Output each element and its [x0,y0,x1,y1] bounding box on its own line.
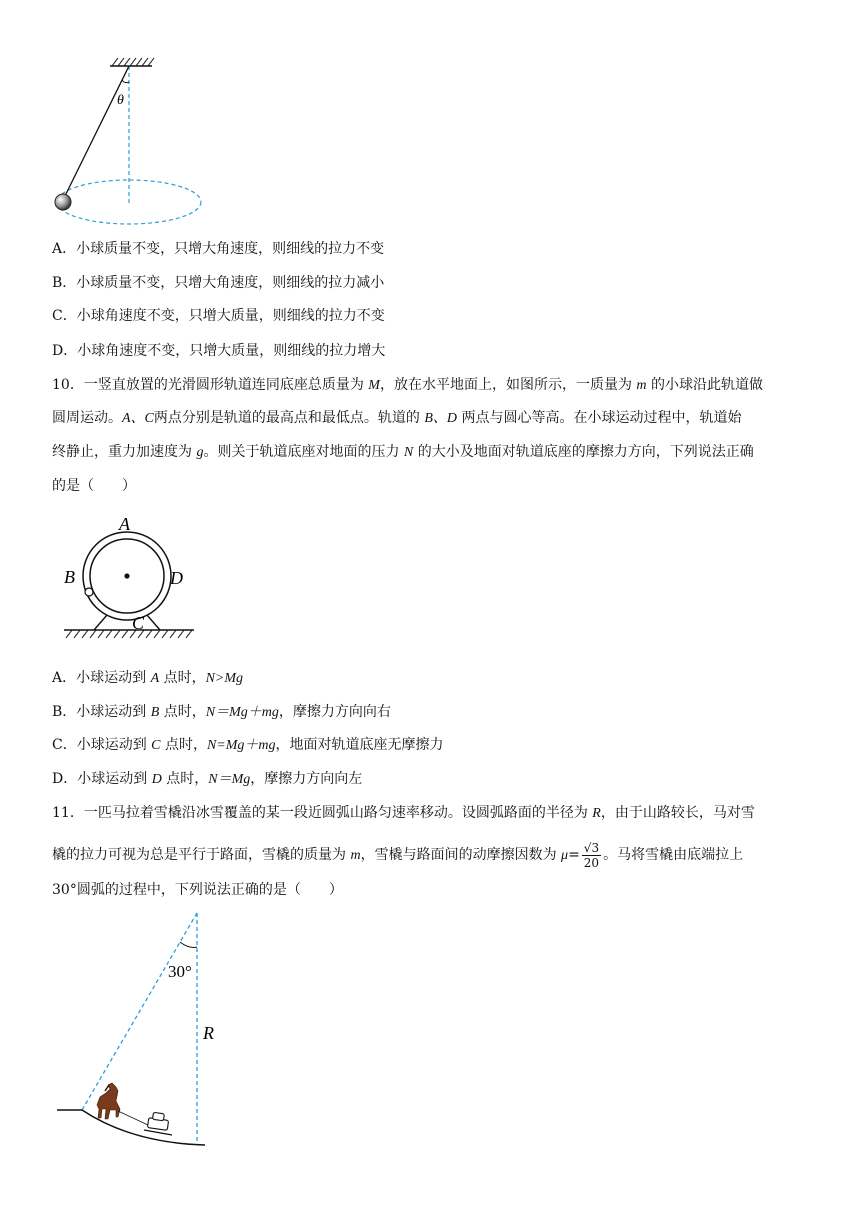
q10-stem-line-4: 的是（ ） [52,478,136,494]
q9-option-b: B．小球质量不变，只增大角速度，则细线的拉力减小 [52,275,385,291]
conical-pendulum-figure [52,55,212,230]
q11-stem-line-3: 30°圆弧的过程中，下列说法正确的是（ ） [52,882,343,898]
q9-option-d: D．小球角速度不变，只增大质量，则细线的拉力增大 [52,343,386,359]
q9-option-a: A．小球质量不变，只增大角速度，则细线的拉力不变 [52,241,385,257]
q10-option-d: D．小球运动到 D 点时，N＝Mg，摩擦力方向向左 [52,771,363,787]
label-a: A [119,514,130,534]
mu-fraction: $\frac{√3}{20}$ [583,840,600,870]
q10-stem-line-3: 终静止，重力加速度为 g。则关于轨道底座对地面的压力 N 的大小及地面对轨道底座的摩擦力方向，下列说法正确 [52,444,754,460]
label-b: B [64,567,75,587]
angle-theta-label: θ [117,93,124,108]
radius-label: R [203,1023,214,1043]
label-c: C [132,613,145,633]
small-ball [85,588,93,596]
circular-track-figure [52,510,202,640]
angle-30-label: 30° [168,962,192,981]
q10-option-b: B．小球运动到 B 点时，N＝Mg＋mg，摩擦力方向向右 [52,704,391,720]
q10-option-a: A．小球运动到 A 点时，N>Mg [52,670,244,686]
horse-icon [97,1083,120,1119]
q11-stem-line-2: 橇的拉力可视为总是平行于路面，雪橇的质量为 m，雪橇与路面间的动摩擦因数为 μ= $\frac{√3}{20}$ 。马将雪橇由底端拉上 [52,840,744,870]
horse-sled-arc-figure [52,905,222,1155]
label-d: D [170,568,183,588]
q10-stem-line-2: 圆周运动。A、C两点分别是轨道的最高点和最低点。轨道的 B、D 两点与圆心等高。在小球运动过程中，轨道始 [52,410,742,426]
q11-stem-line-1: 11．一匹马拉着雪橇沿冰雪覆盖的某一段近圆弧山路匀速率移动。设圆弧路面的半径为 R，由于山路较长，马对雪 [52,805,755,821]
q10-stem-line-1: 10．一竖直放置的光滑圆形轨道连同底座总质量为 M，放在水平地面上，如图所示，一质量为 m 的小球沿此轨道做 [52,377,763,393]
q9-option-c: C．小球角速度不变，只增大质量，则细线的拉力不变 [52,308,385,324]
q10-option-c: C．小球运动到 C 点时，N=Mg＋mg，地面对轨道底座无摩擦力 [52,737,444,753]
ball [55,194,71,210]
